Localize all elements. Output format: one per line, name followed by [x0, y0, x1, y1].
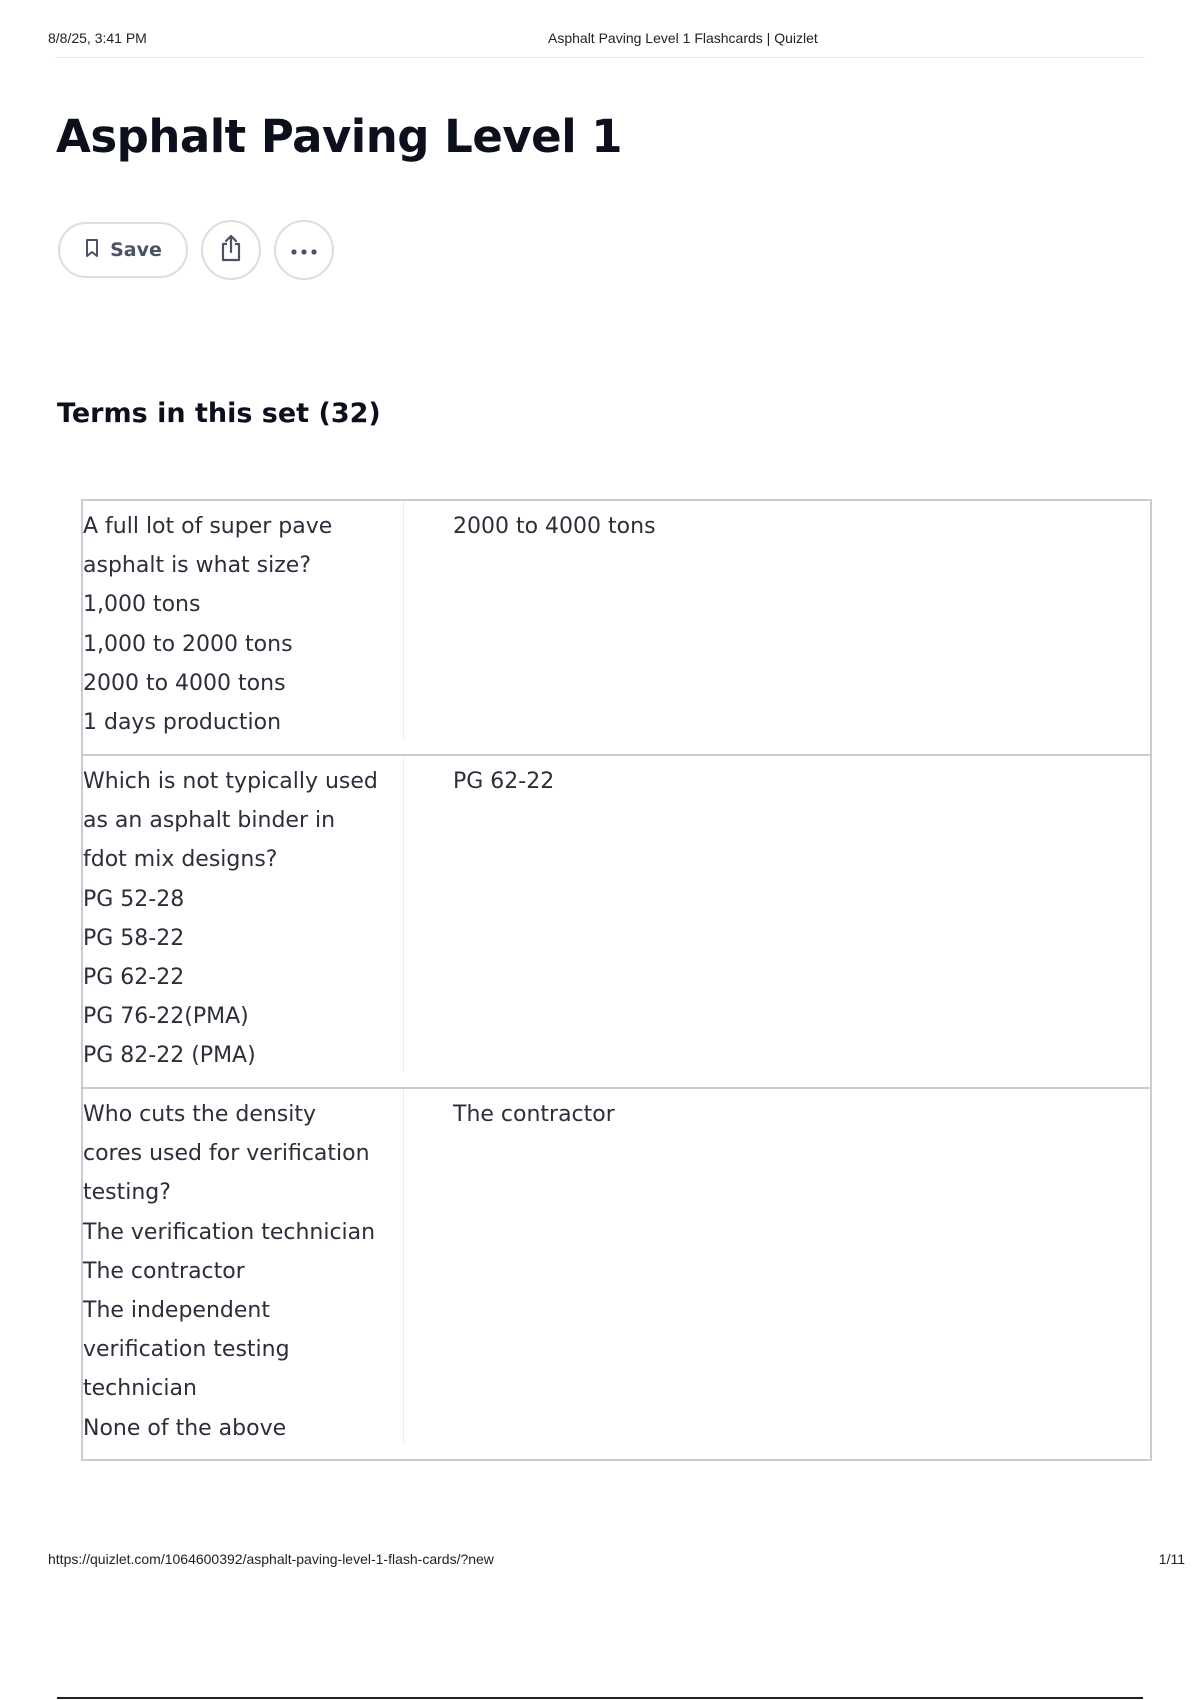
- bottom-divider: [57, 1697, 1143, 1699]
- page-url: https://quizlet.com/1064600392/asphalt-paving-level-1-flash-cards/?new: [48, 1551, 494, 1567]
- term-line: asphalt is what size?: [83, 553, 312, 579]
- term-text: [83, 762, 378, 1076]
- share-button[interactable]: [201, 220, 261, 280]
- term-line: testing?: [83, 1180, 171, 1206]
- definition-text: The contractor: [453, 1102, 615, 1127]
- more-options-button[interactable]: [274, 220, 334, 280]
- term-line: 1,000 to 2000 tons: [83, 631, 293, 657]
- definition-text: PG 62-22: [453, 769, 555, 794]
- term-row: [83, 1089, 1150, 1461]
- term-row: [83, 501, 1150, 756]
- term-line: 1,000 tons: [83, 592, 201, 618]
- header-divider: [55, 57, 1145, 58]
- page-number: 1/11: [1158, 1551, 1185, 1567]
- term-line: 2000 to 4000 tons: [83, 670, 286, 696]
- term-line: PG 82-22 (PMA): [83, 1043, 256, 1069]
- term-line: Who cuts the density: [83, 1102, 317, 1127]
- terms-heading: Terms in this set (32): [57, 398, 381, 429]
- term-line: PG 58-22: [83, 925, 185, 951]
- print-document-title: Asphalt Paving Level 1 Flashcards | Quizlet: [548, 30, 818, 46]
- print-date: 8/8/25, 3:41 PM: [48, 30, 147, 46]
- page-title: Asphalt Paving Level 1: [56, 110, 623, 163]
- term-cell: [83, 756, 404, 1071]
- term-cell: [83, 501, 404, 738]
- term-line: The verification technician: [83, 1219, 376, 1245]
- term-line: fdot mix designs?: [83, 847, 278, 873]
- term-text: [83, 1095, 375, 1448]
- save-button-label: Save: [110, 239, 162, 261]
- more-icon: [290, 241, 318, 260]
- term-line: Which is not typically used: [83, 769, 378, 794]
- term-text: [83, 507, 332, 742]
- term-line: A full lot of super pave: [83, 514, 333, 539]
- print-header: [48, 30, 1143, 50]
- share-icon: [218, 233, 244, 267]
- save-button[interactable]: [58, 222, 188, 278]
- term-line: The independent: [83, 1298, 270, 1324]
- term-row: [83, 756, 1150, 1089]
- term-cell: [83, 1089, 404, 1443]
- term-line: technician: [83, 1376, 197, 1402]
- term-line: The contractor: [83, 1258, 245, 1284]
- definition-text: 2000 to 4000 tons: [453, 514, 656, 539]
- print-footer: [48, 1551, 1185, 1569]
- term-line: None of the above: [83, 1415, 287, 1441]
- term-line: PG 52-28: [83, 886, 185, 912]
- bookmark-icon: [84, 238, 100, 262]
- term-line: PG 62-22: [83, 965, 185, 991]
- term-line: verification testing: [83, 1337, 290, 1363]
- term-line: as an asphalt binder in: [83, 808, 336, 834]
- term-line: PG 76-22(PMA): [83, 1004, 249, 1030]
- term-line: cores used for verification: [83, 1141, 370, 1167]
- term-line: 1 days production: [83, 710, 282, 736]
- terms-table: [81, 499, 1152, 1461]
